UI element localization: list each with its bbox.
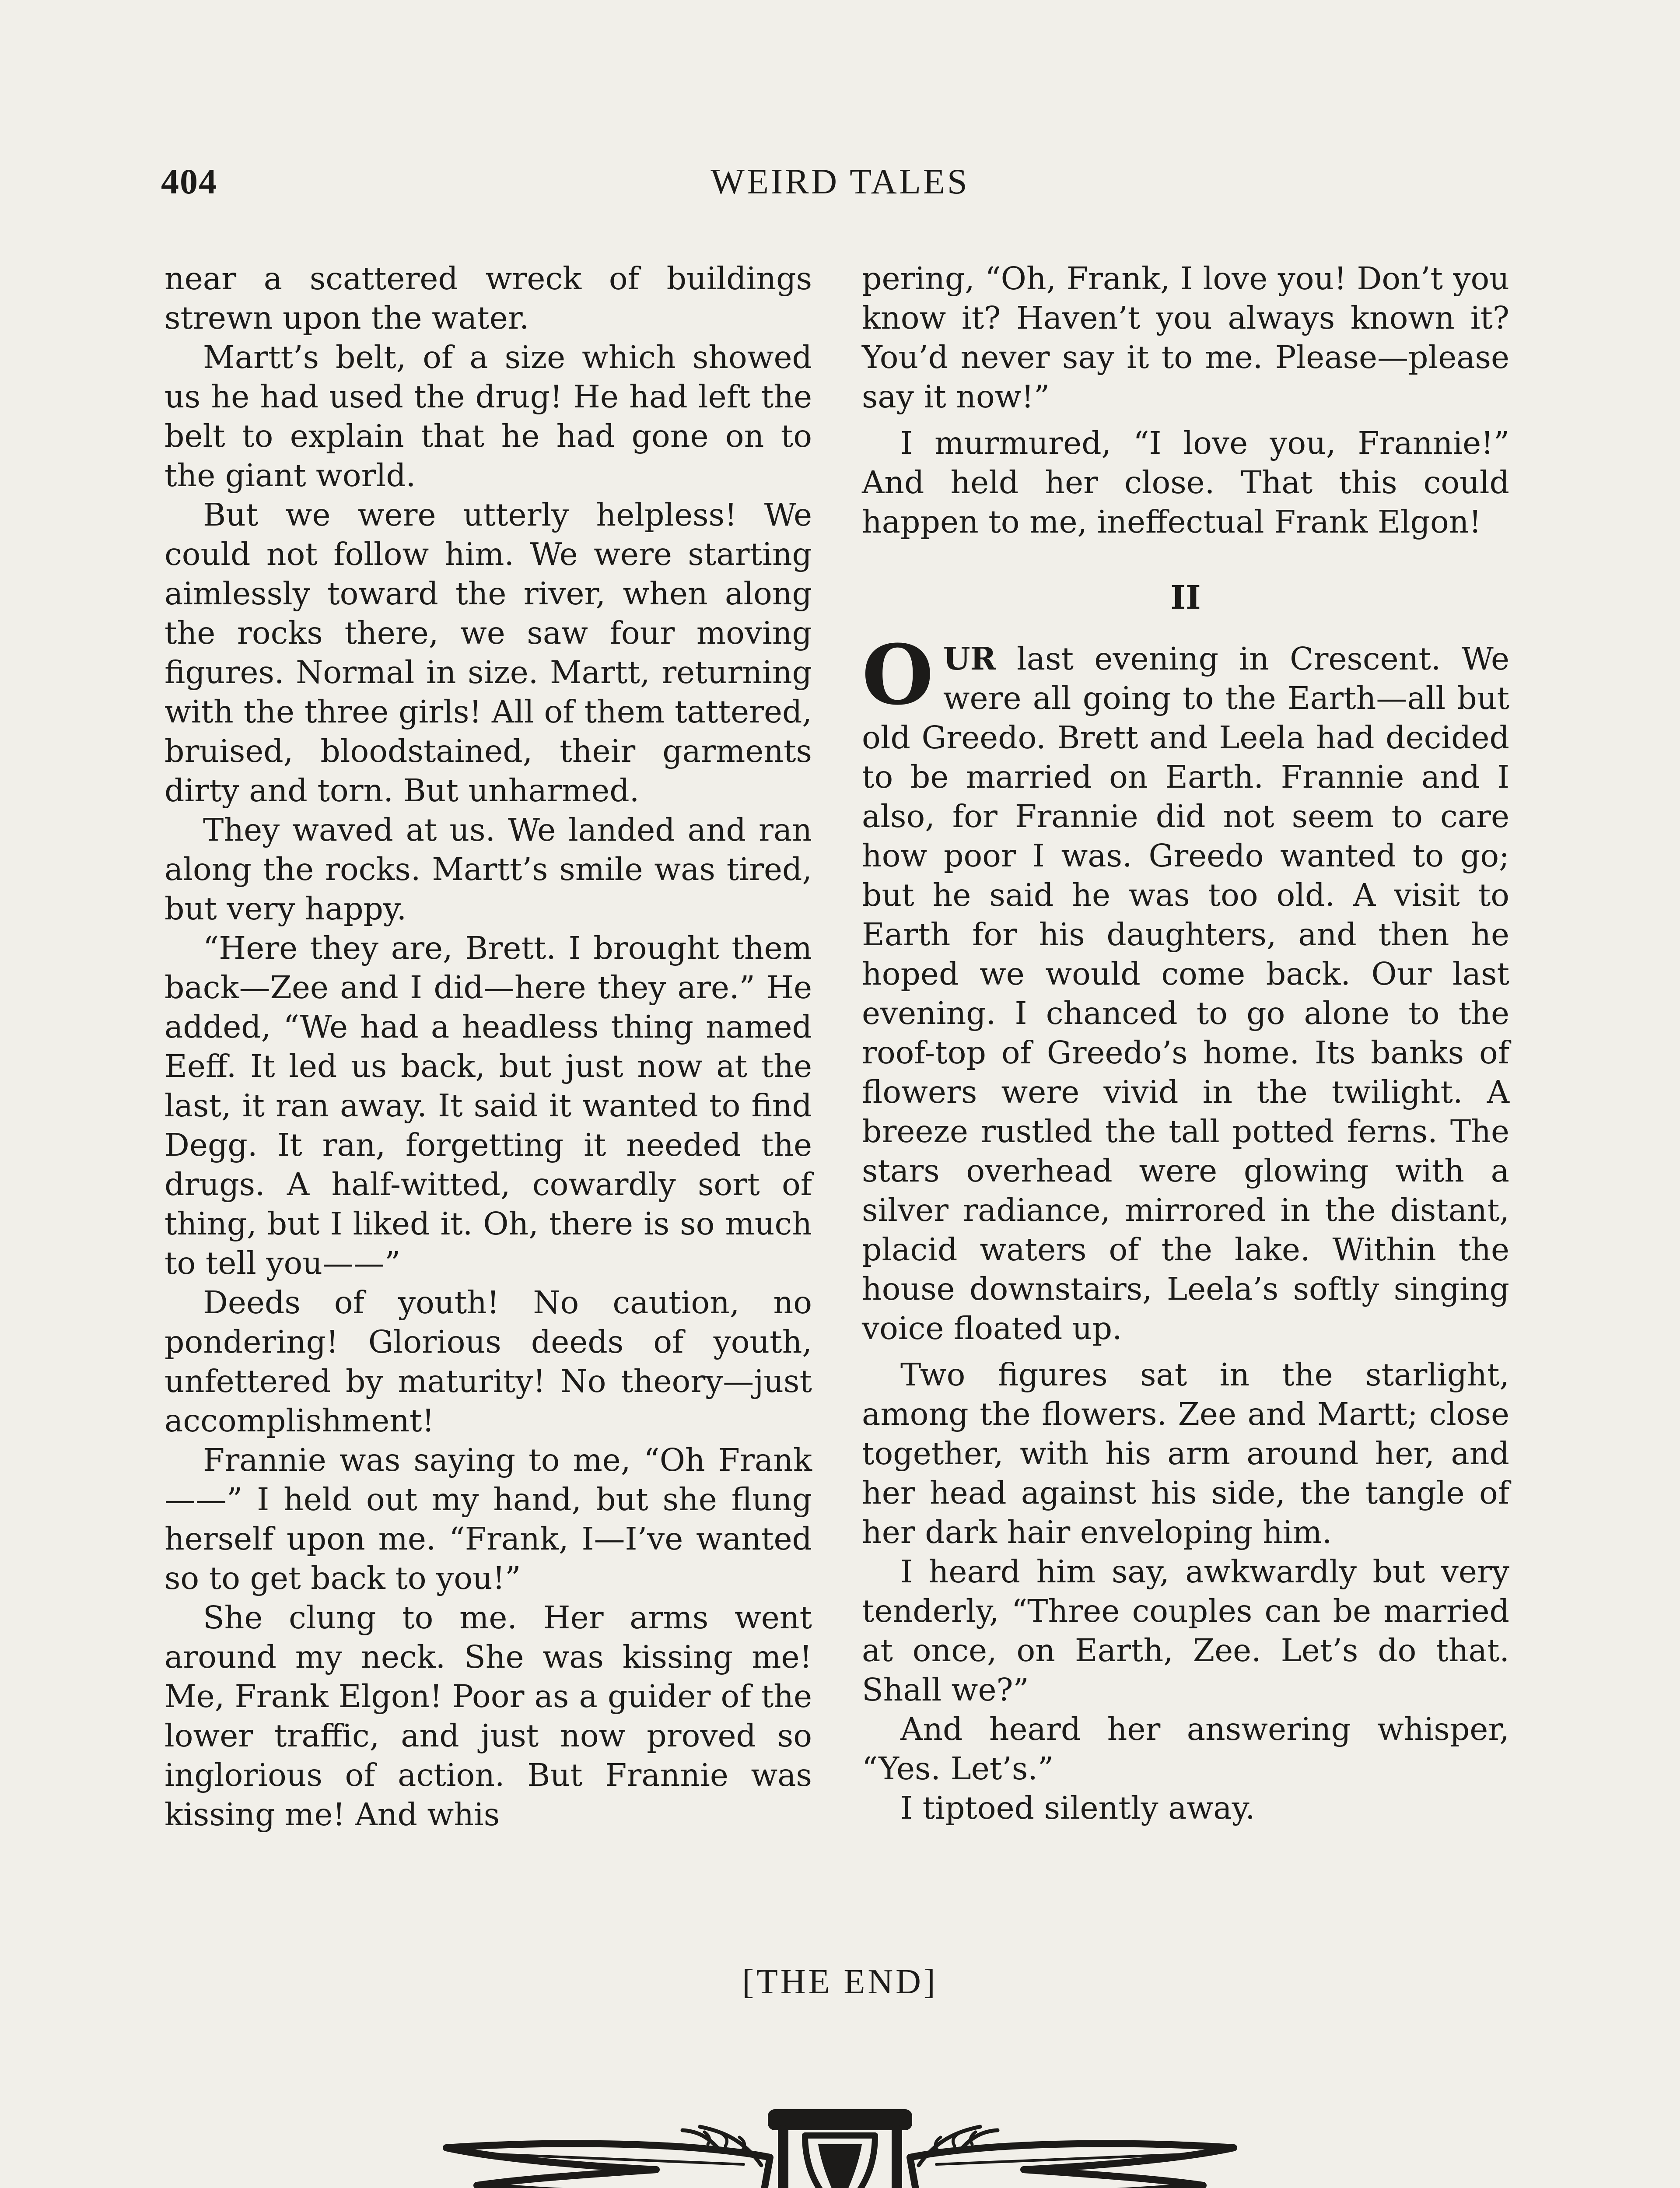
paragraph: I murmured, “I love you, Frannie!” And held her close. That this could happen to me, ineffectual Frank Elgon! bbox=[862, 425, 1509, 540]
page-number: 404 bbox=[161, 161, 217, 201]
paragraph: But we were utterly helpless! We could not follow him. We were starting aimlessly toward the river, when along the rocks there, we saw four moving figures. Normal in size. Martt, returning with the three girls! All of them tattered, bruised, bloodstained, their garments dirty and torn. But unharmed. bbox=[164, 497, 812, 809]
paragraph: Two figures sat in the starlight, among the flowers. Zee and Martt; close together, with his arm around her, and her head against his side, the tangle of her dark hair enveloping him. bbox=[862, 1357, 1509, 1550]
paragraph: And heard her answering whisper, “Yes. Let’s.” bbox=[862, 1711, 1509, 1787]
small-caps-lead: UR bbox=[943, 640, 996, 677]
paragraph: “Here they are, Brett. I brought them back—Zee and I did—here they are.” He added, “We had a headless thing named Eeff. It led us back, but just now at the last, it ran away. It said it wanted to find Degg. It ran, forgetting it needed the drugs. A half-witted, cowardly sort of thing, but I liked it. Oh, there is so much to tell you——” bbox=[164, 930, 812, 1281]
section-number: II bbox=[1170, 579, 1201, 617]
paragraph: I heard him say, awkwardly but very tenderly, “Three couples can be married at once, on Earth, Zee. Let’s do that. Shall we?” bbox=[862, 1553, 1509, 1708]
the-end-marker: [THE END] bbox=[742, 1963, 938, 2001]
drop-cap: O bbox=[862, 627, 934, 723]
paragraph: near a scattered wreck of buildings strewn upon the water. bbox=[164, 260, 812, 336]
paragraph: Deeds of youth! No caution, no pondering! Glorious deeds of youth, unfettered by maturity! No theory—just accomplishment! bbox=[164, 1284, 812, 1439]
right-column bbox=[862, 259, 1509, 1828]
paragraph-text: last evening in Crescent. We were all going to the Earth—all but old Greedo. Brett and Leela had decided to be married on Earth. Frannie and I also, for Frannie did not seem to care how poor I was. Greedo wanted to go; but he said he was too old. A visit to Earth for his daughters, and then he hoped we would come back. Our last evening. I chanced to go alone to the roof-top of Greedo’s home. Its banks of flowers were vivid in the twilight. A breeze rustled the tall potted ferns. The stars overhead were glowing with a silver radiance, mirrored in the distant, placid waters of the lake. Within the house downstairs, Leela’s softly singing voice floated up. bbox=[862, 641, 1509, 1346]
section-opening-paragraph bbox=[862, 627, 1509, 1348]
paragraph: I tiptoed silently away. bbox=[900, 1790, 1255, 1826]
paragraph: pering, “Oh, Frank, I love you! Don’t you know it? Haven’t you always known it? You’d never say it to me. Please—please say it now!” bbox=[862, 260, 1509, 415]
left-column bbox=[164, 259, 812, 1834]
running-head: WEIRD TALES bbox=[710, 161, 970, 201]
paragraph: They waved at us. We landed and ran along the rocks. Martt’s smile was tired, but very happy. bbox=[164, 812, 812, 927]
paragraph: She clung to me. Her arms went around my neck. She was kissing me! Me, Frank Elgon! Poor as a guider of the lower traffic, and just now proved so inglorious of action. But Frannie was kissing me! And whis bbox=[164, 1599, 812, 1833]
paragraph: Martt’s belt, of a size which showed us he had used the drug! He had left the belt to explain that he had gone on to the giant world. bbox=[164, 339, 812, 494]
paragraph: Frannie was saying to me, “Oh Frank——” I held out my hand, but she flung herself upon me. “Frank, I—I’ve wanted so to get back to you!” bbox=[164, 1442, 812, 1596]
winged-hourglass-icon bbox=[438, 2092, 1242, 2188]
